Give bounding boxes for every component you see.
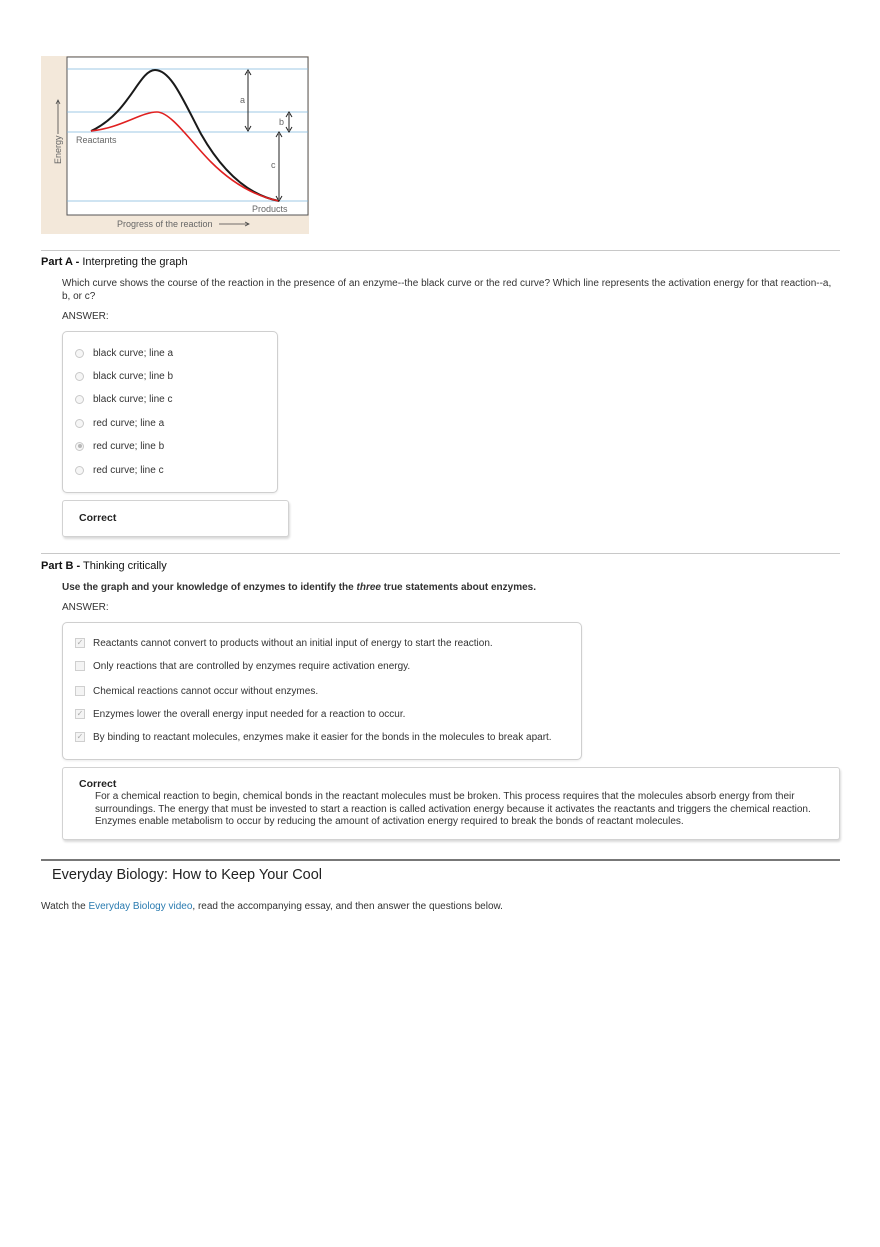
checkbox[interactable] bbox=[75, 661, 85, 671]
part-a-label: Part A - bbox=[41, 256, 80, 268]
part-b-option-checked[interactable]: ✓ Reactants cannot convert to products without an initial input of energy to start the reaction. bbox=[76, 637, 493, 649]
checkbox[interactable] bbox=[75, 686, 85, 696]
label-b: b bbox=[279, 117, 285, 127]
part-b-option[interactable]: Chemical reactions cannot occur without enzymes. bbox=[75, 684, 318, 698]
divider bbox=[41, 250, 840, 251]
radio-button[interactable] bbox=[75, 395, 84, 404]
part-a-feedback-title: Correct bbox=[79, 512, 117, 524]
part-a-answer-box bbox=[62, 331, 278, 493]
divider bbox=[41, 553, 840, 554]
checkbox-checked[interactable]: ✓ bbox=[76, 709, 84, 718]
part-a-option[interactable]: red curve; line c bbox=[75, 463, 164, 477]
energy-diagram-figure bbox=[41, 56, 309, 234]
part-b-option[interactable]: Only reactions that are controlled by enzymes require activation energy. bbox=[75, 659, 410, 673]
part-a-option[interactable]: black curve; line b bbox=[75, 369, 173, 383]
checkbox-checked[interactable]: ✓ bbox=[76, 732, 84, 741]
part-a-feedback bbox=[62, 500, 289, 537]
part-b-option-checked[interactable]: ✓ Enzymes lower the overall energy input needed for a reaction to occur. bbox=[76, 708, 406, 720]
radio-button[interactable] bbox=[75, 466, 84, 475]
part-a-heading bbox=[41, 256, 188, 268]
part-a-option[interactable]: red curve; line a bbox=[75, 416, 164, 430]
label-a: a bbox=[240, 95, 246, 105]
products-label: Products bbox=[252, 204, 288, 214]
radio-button[interactable] bbox=[75, 349, 84, 358]
part-b-answer-box bbox=[62, 622, 582, 760]
part-a-option[interactable]: black curve; line a bbox=[75, 346, 173, 360]
section-title: Everyday Biology: How to Keep Your Cool bbox=[52, 867, 323, 883]
part-a-answer-label: ANSWER: bbox=[62, 311, 109, 322]
part-b-feedback-body: For a chemical reaction to begin, chemical bonds in the reactant molecules must be broken. This process requires that the molecules absorb energy from their surroundings. The energy that must be invested to start a reaction is called activation energy because it activates the reactants and triggers the chemical reaction. Enzymes enable metabolism to occur by reducing the amount of activation energy required to break the bonds of reactant molecules. bbox=[95, 791, 811, 827]
part-a-option-selected[interactable]: red curve; line b bbox=[75, 439, 164, 453]
part-b-feedback bbox=[62, 767, 840, 840]
y-axis-label: Energy bbox=[53, 135, 63, 164]
reactants-label: Reactants bbox=[76, 135, 117, 145]
radio-button-selected[interactable] bbox=[75, 442, 84, 451]
part-b-answer-label: ANSWER: bbox=[62, 602, 109, 613]
radio-button[interactable] bbox=[75, 419, 84, 428]
section-divider bbox=[41, 859, 840, 861]
radio-button[interactable] bbox=[75, 372, 84, 381]
part-b-title: Thinking critically bbox=[82, 560, 167, 572]
label-c: c bbox=[271, 160, 276, 170]
part-a-option[interactable]: black curve; line c bbox=[75, 392, 172, 406]
x-axis-label: Progress of the reaction bbox=[117, 219, 213, 229]
part-b-heading bbox=[41, 560, 167, 572]
checkbox-checked[interactable]: ✓ bbox=[76, 638, 84, 647]
part-a-title: Interpreting the graph bbox=[82, 256, 188, 268]
energy-diagram bbox=[41, 56, 309, 234]
part-b-question: Use the graph and your knowledge of enzymes to identify the three true statements about enzymes. bbox=[62, 582, 536, 593]
part-b-feedback-title: Correct bbox=[79, 778, 117, 790]
part-a-question: Which curve shows the course of the reaction in the presence of an enzyme--the black curve or the red curve? Which line represents the activation energy for that reaction--a, b, or c? bbox=[62, 278, 832, 302]
part-b-label: Part B - bbox=[41, 560, 81, 572]
section-intro: Watch the Everyday Biology video, read the accompanying essay, and then answer the questions below. bbox=[41, 901, 503, 912]
part-b-option-checked[interactable]: ✓ By binding to reactant molecules, enzymes make it easier for the bonds in the molecules to break apart. bbox=[76, 731, 552, 743]
everyday-biology-video-link[interactable]: Everyday Biology video bbox=[88, 901, 193, 912]
